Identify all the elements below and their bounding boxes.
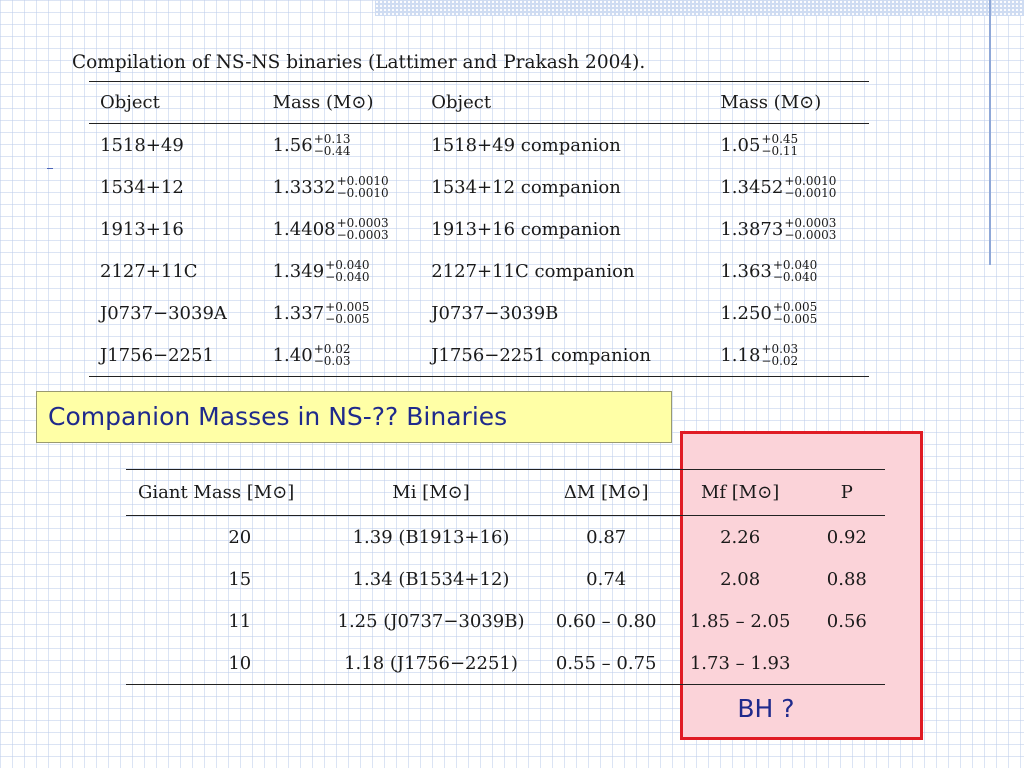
mass-central: 1.4408 <box>272 218 336 240</box>
side-decorative-line <box>989 0 991 265</box>
mass-error-lower: −0.005 <box>772 312 818 326</box>
mass-error-lower: −0.11 <box>761 144 799 158</box>
mass-error-upper: +0.0010 <box>336 174 389 188</box>
ns-binaries-table <box>89 81 869 377</box>
table-row <box>89 166 869 208</box>
table2-header-delta-mass: ΔM [M⊙] <box>541 470 672 516</box>
mass-error-lower: −0.0003 <box>784 228 837 242</box>
object-name: J0737−3039A <box>100 302 227 324</box>
mass-value <box>263 166 422 208</box>
table2-header-probability: P <box>809 470 885 516</box>
companion-name: 2127+11C companion <box>431 260 635 282</box>
table-row <box>89 334 869 377</box>
table-row <box>126 516 885 559</box>
table-row <box>89 250 869 292</box>
giant-mass: 11 <box>228 610 252 632</box>
mass-central: 1.05 <box>720 134 761 156</box>
companion-name: 1913+16 companion <box>431 218 621 240</box>
table2-header-final-mass: Mf [M⊙] <box>672 470 809 516</box>
probability: 0.88 <box>826 568 867 590</box>
mass-error-upper: +0.02 <box>313 342 351 356</box>
table1-header-object-1: Object <box>89 82 263 124</box>
final-mass: 1.73 – 1.93 <box>689 652 791 674</box>
companion-mass-value <box>710 250 869 292</box>
table1-header-mass-2: Mass (M⊙) <box>710 82 869 124</box>
delta-mass: 0.74 <box>586 568 627 590</box>
mass-error-lower: −0.02 <box>761 354 799 368</box>
table1-caption: Compilation of NS-NS binaries (Lattimer and Prakash 2004). <box>72 52 646 73</box>
bh-question-label: BH ? <box>737 694 795 723</box>
mass-error-upper: +0.040 <box>772 258 818 272</box>
table-row <box>126 558 885 600</box>
probability <box>809 642 885 685</box>
table-row <box>89 208 869 250</box>
delta-mass: 0.55 – 0.75 <box>555 652 657 674</box>
table2-header-initial-mass: Mi [M⊙] <box>321 470 541 516</box>
companion-mass-value <box>710 292 869 334</box>
mass-error-upper: +0.005 <box>325 300 370 314</box>
mass-central: 1.250 <box>720 302 772 324</box>
top-decorative-band <box>375 0 1024 16</box>
probability: 0.92 <box>826 526 867 548</box>
initial-mass: 1.25 (J0737−3039B) <box>337 610 525 632</box>
mass-value <box>263 250 422 292</box>
mass-central: 1.337 <box>272 302 325 324</box>
table2-header-row <box>126 470 885 516</box>
mass-error-lower: −0.44 <box>313 144 351 158</box>
final-mass: 1.85 – 2.05 <box>689 610 791 632</box>
mass-error-upper: +0.005 <box>772 300 818 314</box>
companion-name: 1534+12 companion <box>431 176 621 198</box>
table-row <box>89 292 869 334</box>
initial-mass: 1.39 (B1913+16) <box>352 526 510 548</box>
delta-mass: 0.60 – 0.80 <box>555 610 657 632</box>
initial-mass: 1.18 (J1756−2251) <box>344 652 518 674</box>
mass-value <box>263 334 422 377</box>
mass-error-upper: +0.0003 <box>784 216 837 230</box>
mass-error-lower: −0.0010 <box>336 186 389 200</box>
giant-mass: 15 <box>228 568 252 590</box>
companion-name: 1518+49 companion <box>431 134 621 156</box>
mass-central: 1.18 <box>720 344 761 366</box>
companion-mass-value <box>710 334 869 377</box>
mass-central: 1.3332 <box>272 176 336 198</box>
mass-central: 1.349 <box>272 260 325 282</box>
mass-value <box>263 208 422 250</box>
mass-error-upper: +0.13 <box>313 132 351 146</box>
probability: 0.56 <box>826 610 867 632</box>
mass-value <box>263 292 422 334</box>
object-name: J1756−2251 <box>100 344 214 366</box>
final-mass: 2.08 <box>720 568 761 590</box>
table2-header-giant-mass: Giant Mass [M⊙] <box>126 470 321 516</box>
mass-error-lower: −0.040 <box>325 270 370 284</box>
object-name: 1534+12 <box>100 176 184 198</box>
companion-masses-table <box>126 469 885 685</box>
table1-header-row <box>89 82 869 124</box>
mass-central: 1.40 <box>272 344 313 366</box>
mass-error-upper: +0.0010 <box>784 174 837 188</box>
companion-name: J1756−2251 companion <box>431 344 651 366</box>
table1-header-object-2: Object <box>421 82 710 124</box>
mass-central: 1.3452 <box>720 176 784 198</box>
mass-central: 1.56 <box>272 134 313 156</box>
companion-mass-value <box>710 166 869 208</box>
giant-mass: 10 <box>228 652 252 674</box>
final-mass: 2.26 <box>720 526 761 548</box>
mass-error-lower: −0.005 <box>325 312 370 326</box>
companion-mass-value <box>710 124 869 167</box>
mass-error-upper: +0.040 <box>325 258 370 272</box>
mass-error-upper: +0.03 <box>761 342 799 356</box>
initial-mass: 1.34 (B1534+12) <box>352 568 510 590</box>
mass-central: 1.3873 <box>720 218 784 240</box>
mass-error-lower: −0.040 <box>772 270 818 284</box>
companion-name: J0737−3039B <box>431 302 559 324</box>
mass-error-lower: −0.0010 <box>784 186 837 200</box>
mass-error-upper: +0.45 <box>761 132 799 146</box>
object-name: 1518+49 <box>100 134 184 156</box>
object-name: 2127+11C <box>100 260 198 282</box>
slide-title-box: Companion Masses in NS-?? Binaries <box>36 391 672 443</box>
stray-dash-mark <box>47 168 53 169</box>
delta-mass: 0.87 <box>586 526 627 548</box>
object-name: 1913+16 <box>100 218 184 240</box>
mass-central: 1.363 <box>720 260 772 282</box>
table1-header-mass-1: Mass (M⊙) <box>263 82 422 124</box>
mass-error-upper: +0.0003 <box>336 216 389 230</box>
table-row <box>126 600 885 642</box>
mass-value <box>263 124 422 167</box>
mass-error-lower: −0.03 <box>313 354 351 368</box>
giant-mass: 20 <box>228 526 252 548</box>
companion-mass-value <box>710 208 869 250</box>
mass-error-lower: −0.0003 <box>336 228 389 242</box>
table-row <box>89 124 869 167</box>
table-row <box>126 642 885 685</box>
